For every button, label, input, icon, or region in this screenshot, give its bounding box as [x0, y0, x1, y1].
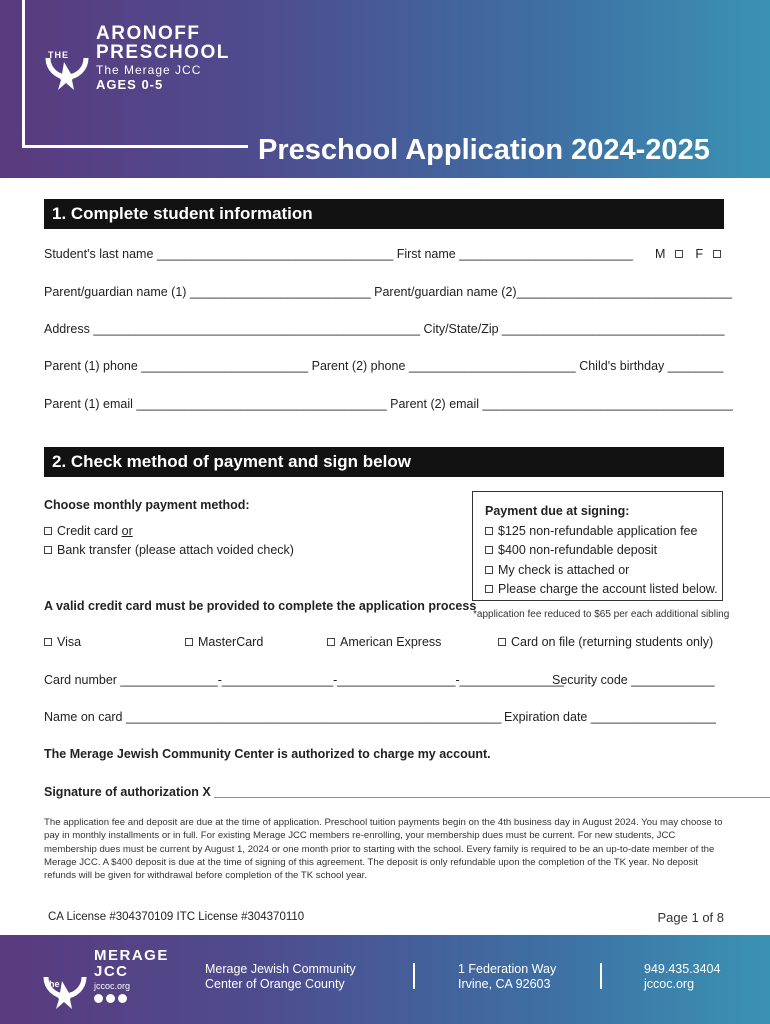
logo-aronoff: ARONOFF — [96, 23, 201, 44]
credit-card-label: Credit card — [57, 524, 119, 538]
footer-addr-line2: Irvine, CA 92603 — [458, 977, 551, 991]
bank-transfer-label: Bank transfer (please attach voided check) — [57, 543, 294, 557]
logo-the: THE — [48, 50, 69, 60]
sibling-note: *application fee reduced to $65 per each additional sibling — [473, 609, 730, 620]
mastercard-option[interactable]: MasterCard — [185, 634, 263, 650]
student-name-row — [44, 246, 724, 262]
security-code-field[interactable]: Security code ____________ — [552, 673, 715, 687]
gender-m-checkbox[interactable] — [675, 250, 683, 258]
credit-card-option[interactable] — [44, 523, 444, 539]
gender-m-label: M — [655, 247, 666, 261]
footer-org — [205, 962, 356, 992]
visa-option[interactable]: Visa — [44, 634, 81, 650]
footer-banner — [0, 935, 770, 1024]
footer-phone[interactable]: 949.435.3404 — [644, 962, 721, 976]
name-on-card-field[interactable]: Name on card ______________________________________________________ — [44, 710, 502, 724]
payment-item[interactable]: My check is attached or — [485, 561, 722, 581]
bank-transfer-checkbox[interactable] — [44, 546, 52, 554]
fine-print: The application fee and deposit are due at the time of application. Preschool tuition payments begin on the 4th business day in August 2024. You may choose to pay in monthly installments or in full. For existing Merage JCC members re-enrolling, your membership dues must be current. For new students, JCC membership dues must be current by August 1, 2024 or one month prior to starting with the school. Every family is required to be an up-to-date member of the Merage JCC. A $400 deposit is due at the time of signing of this agreement. The deposit is only refundable upon the completion of the TK year. No deposit refunds will be given for withdrawal before completion of the TK school year. — [44, 817, 723, 882]
bank-transfer-option[interactable] — [44, 542, 444, 558]
logo-merage-jcc: The Merage JCC — [96, 63, 202, 77]
email-row[interactable]: Parent (1) email ____________________________________ Parent (2) email ____________________________________ — [44, 397, 733, 411]
section2-heading: 2. Check method of payment and sign below — [44, 447, 724, 477]
payment-checkbox[interactable] — [485, 527, 493, 535]
footer-logo-the: the — [46, 979, 60, 989]
header-banner — [0, 0, 770, 178]
amex-checkbox[interactable] — [327, 638, 335, 646]
credit-card-checkbox[interactable] — [44, 527, 52, 535]
footer-web[interactable]: jccoc.org — [644, 977, 695, 991]
footer-address — [458, 962, 556, 992]
page-number: Page 1 of 8 — [657, 910, 724, 925]
parent-name-row[interactable]: Parent/guardian name (1) __________________________ Parent/guardian name (2)_______________________________ — [44, 285, 733, 299]
footer-contact — [644, 962, 720, 992]
amex-option[interactable]: American Express — [327, 634, 441, 650]
card-number-field[interactable]: Card number ______________-________________-_________________-_______________ — [44, 673, 564, 687]
aronoff-preschool-logo — [44, 23, 244, 98]
choose-payment-label: Choose monthly payment method: — [44, 498, 250, 512]
payment-item[interactable]: $400 non-refundable deposit — [485, 541, 722, 561]
header-frame-line — [22, 0, 25, 148]
footer-logo-merage: MERAGE — [94, 947, 169, 964]
page-title: Preschool Application 2024-2025 — [258, 134, 710, 166]
section1-heading: 1. Complete student information — [44, 199, 724, 229]
card-on-file-option[interactable]: Card on file (returning students only) — [498, 634, 713, 650]
credit-or-label: or — [121, 524, 133, 538]
payment-checkbox[interactable] — [485, 585, 493, 593]
footer-org-line2: Center of Orange County — [205, 977, 345, 991]
instagram-icon[interactable] — [106, 994, 115, 1003]
footer-addr-line1: 1 Federation Way — [458, 962, 557, 976]
gender-options — [655, 246, 726, 262]
payment-due-box — [472, 491, 723, 601]
social-icons — [94, 994, 127, 1003]
star-logo-icon — [42, 971, 88, 1017]
gender-f-checkbox[interactable] — [713, 250, 721, 258]
payment-item[interactable]: $125 non-refundable application fee — [485, 522, 722, 542]
payment-item[interactable]: Please charge the account listed below. — [485, 580, 722, 600]
address-row[interactable]: Address _______________________________________________ City/State/Zip ________________________________ — [44, 322, 725, 336]
license-text: CA License #304370109 ITC License #304370110 — [48, 911, 305, 923]
header-frame-line — [22, 145, 248, 148]
name-on-card-row — [44, 709, 724, 725]
footer-org-line1: Merage Jewish Community — [205, 962, 356, 976]
payment-due-title: Payment due at signing: — [485, 504, 630, 518]
footer-divider — [600, 963, 602, 989]
facebook-icon[interactable] — [94, 994, 103, 1003]
footer-logo-url: jccoc.org — [94, 981, 131, 991]
phone-row[interactable]: Parent (1) phone ________________________ Parent (2) phone ________________________ Child's birthday ________ — [44, 359, 724, 373]
valid-card-notice: A valid credit card must be provided to complete the application process — [44, 599, 477, 613]
card-number-row — [44, 672, 724, 688]
footer-logo-jcc: JCC — [94, 963, 129, 980]
student-name-fields[interactable]: Student's last name __________________________________ First name _________________________ — [44, 247, 634, 261]
merage-jcc-logo — [42, 947, 172, 1017]
authorization-statement: The Merage Jewish Community Center is authorized to charge my account. — [44, 747, 491, 761]
youtube-icon[interactable] — [118, 994, 127, 1003]
payment-checkbox[interactable] — [485, 566, 493, 574]
visa-checkbox[interactable] — [44, 638, 52, 646]
mastercard-checkbox[interactable] — [185, 638, 193, 646]
logo-ages: AGES 0-5 — [96, 77, 164, 92]
card-on-file-checkbox[interactable] — [498, 638, 506, 646]
payment-checkbox[interactable] — [485, 546, 493, 554]
footer-divider — [413, 963, 415, 989]
logo-preschool: PRESCHOOL — [96, 42, 230, 63]
expiration-field[interactable]: Expiration date __________________ — [504, 710, 716, 724]
signature-field[interactable]: Signature of authorization X ________________________________________________________________________________ — [44, 785, 770, 799]
gender-f-label: F — [695, 247, 704, 261]
